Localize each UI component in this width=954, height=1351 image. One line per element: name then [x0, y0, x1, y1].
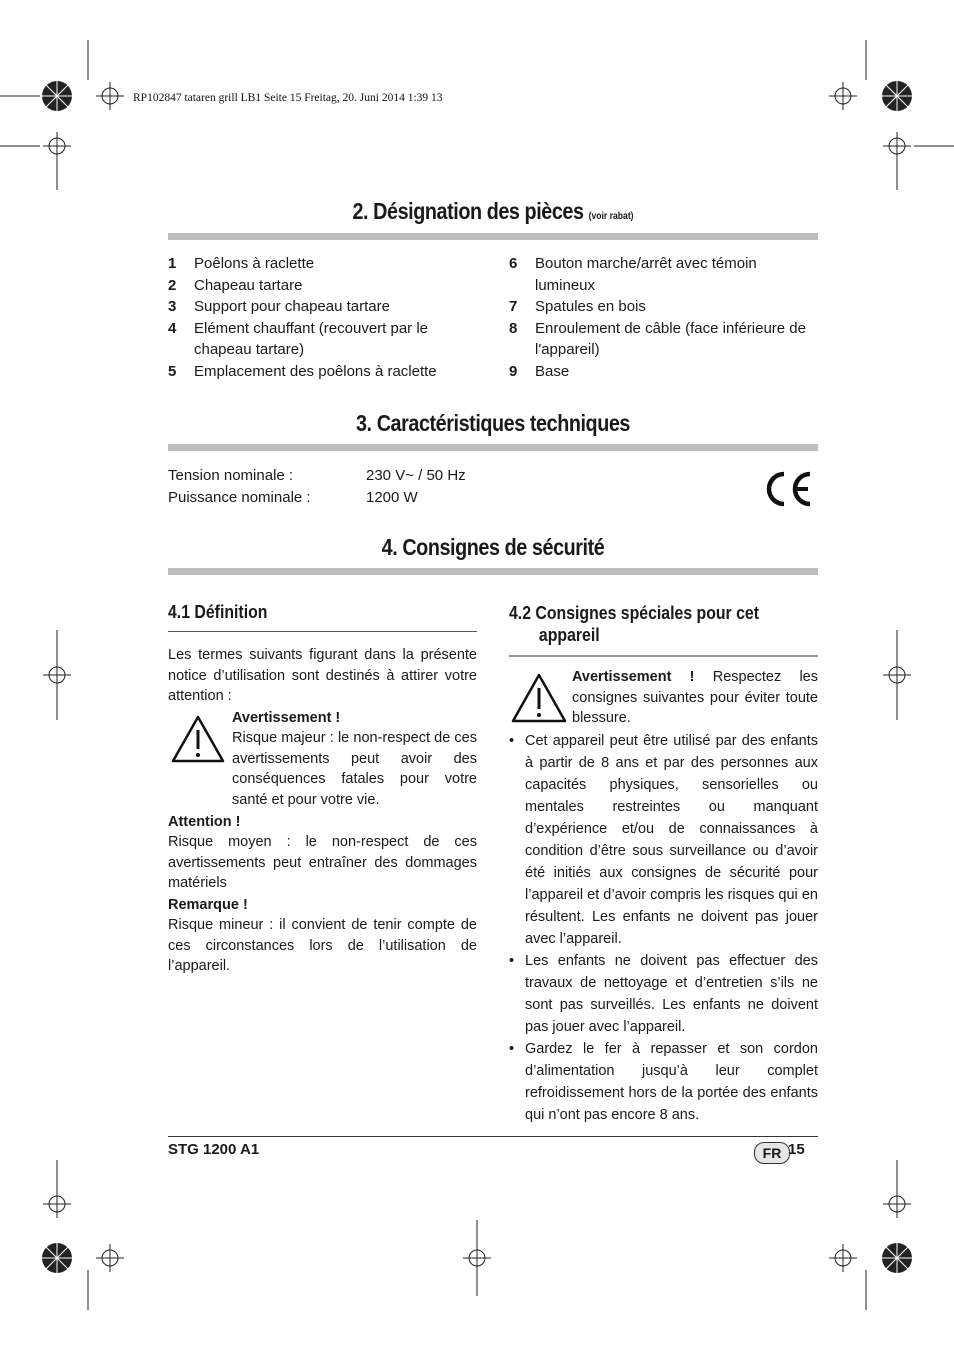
- warning-triangle-icon: [170, 714, 226, 764]
- list-item: • Gardez le fer à repasser et son cordon d’alimentation jusqu’à leur complet refroidissement hors de la portée des enfants qui n’ont pas encore 8 ans.: [509, 1041, 818, 1123]
- attention-label: Attention !: [168, 814, 241, 830]
- attention-text: Risque moyen : le non-respect de ces avertissements peut entraîner des dommages matériels: [168, 834, 477, 891]
- footer-model: STG 1200 A1: [168, 1141, 260, 1158]
- list-item: • Cet appareil peut être utilisé par des enfants à partir de 8 ans et par des personnes aux capacités physiques, sensorielles ou mentales restreintes ou manquant d’expérience et/ou de connaissances à condition d’être sous surveillance ou d’avoir été initiés aux consignes de sécurité pour l’appareil et d’avoir compris les risques qui en résultent. Les enfants ne doivent pas jouer avec l’appareil.: [509, 733, 818, 947]
- list-item: • Les enfants ne doivent pas effectuer des travaux de nettoyage et d’entretien s’ils ne sont pas surveillés. Les enfants ne doivent pas jouer avec l’appareil.: [509, 953, 818, 1035]
- warning-label: Avertissement !: [572, 669, 695, 685]
- footer-rule: [168, 1136, 818, 1137]
- warning-block: [572, 667, 818, 729]
- list-item: 9 Base: [509, 362, 570, 380]
- parts-list-right: [509, 253, 809, 382]
- warning-text: Respectez les consignes suivantes pour éviter toute blessure.: [572, 669, 818, 726]
- spec-table: [168, 465, 466, 509]
- page-number: 15: [788, 1141, 805, 1158]
- section3-title: 3. Caractéristiques techniques: [355, 410, 631, 436]
- ce-mark-icon: [762, 470, 814, 508]
- warning-label: Avertissement !: [232, 710, 341, 726]
- list-item: 8 Enroulement de câble (face inférieure de l'appareil): [509, 319, 806, 358]
- list-item: 2 Chapeau tartare: [168, 276, 303, 294]
- spec-row: Tension nominale : 230 V~ / 50 Hz: [168, 467, 466, 484]
- section2-title: 2. Désignation des pièces (voir rabat): [352, 198, 634, 224]
- list-item: 7 Spatules en bois: [509, 298, 646, 315]
- parts-list-left: [168, 253, 458, 382]
- section2-bar: [168, 233, 818, 240]
- section4-bar: [168, 568, 818, 575]
- note-label: Remarque !: [168, 897, 248, 913]
- list-item: 5 Emplacement des poêlons à raclette: [168, 362, 437, 380]
- warning-triangle-icon: [510, 672, 568, 724]
- note-text: Risque mineur : il convient de tenir compte de ces circonstances lors de l’utilisation de l’appareil.: [168, 917, 477, 974]
- divider: [509, 655, 818, 657]
- warning-text: Risque majeur : le non-respect de ces avertissements peut avoir des conséquences fatales pour votre santé et pour votre vie.: [232, 730, 477, 808]
- list-item: 6 Bouton marche/arrêt avec témoin lumineux: [509, 255, 757, 294]
- list-item: 3 Support pour chapeau tartare: [168, 298, 390, 315]
- section4-title: 4. Consignes de sécurité: [381, 534, 605, 560]
- spec-row: Puissance nominale : 1200 W: [168, 489, 418, 506]
- list-item: 1 Poêlons à raclette: [168, 255, 315, 272]
- section3-bar: [168, 444, 818, 451]
- section2-title-note: (voir rabat): [588, 211, 634, 222]
- print-header: RP102847 tataren grill LB1 Seite 15 Freitag, 20. Juni 2014 1:39 13: [133, 92, 443, 104]
- list-item: 4 Elément chauffant (recouvert par le chapeau tartare): [168, 319, 429, 358]
- section4-1-title: 4.1 Définition: [168, 602, 268, 622]
- divider: [168, 631, 477, 632]
- safety-bullet-list: [509, 730, 818, 1126]
- section4-2-title: 4.2 Consignes spéciales pour cet appareil: [509, 603, 760, 645]
- definition-intro: Les termes suivants figurant dans la présente notice d’utilisation sont destinés à attirer votre attention :: [168, 647, 477, 704]
- language-badge: FR: [754, 1142, 790, 1164]
